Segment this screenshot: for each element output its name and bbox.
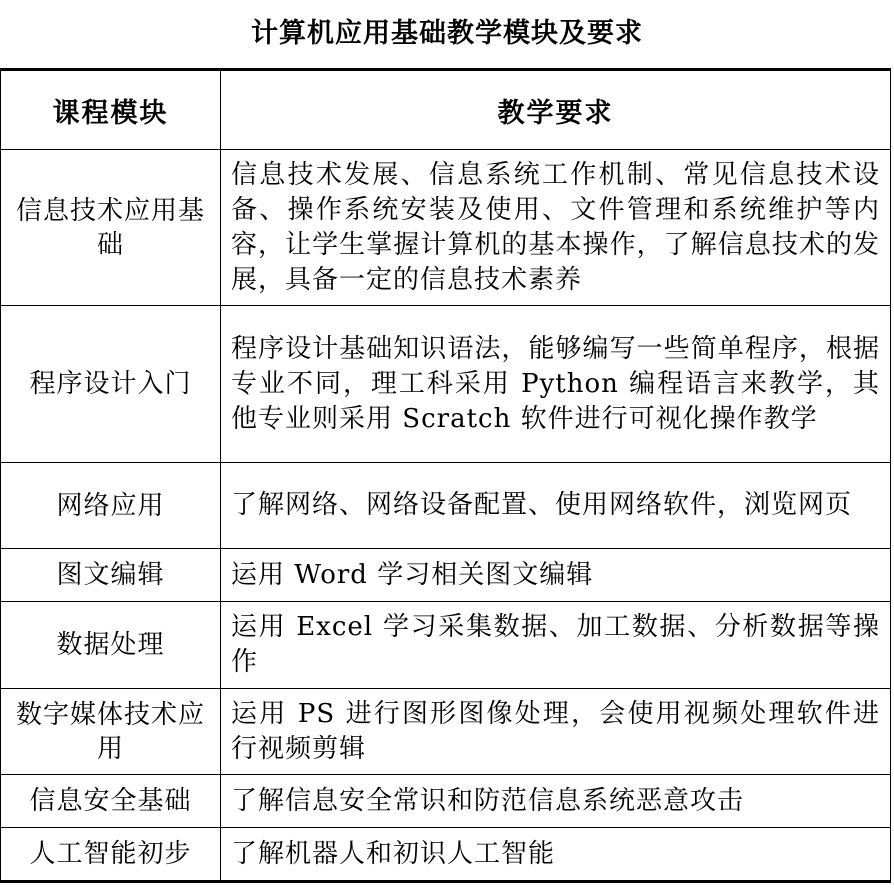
table-row — [1, 150, 891, 306]
requirement-cell: 程序设计基础知识语法，能够编写一些简单程序，根据专业不同，理工科采用 Python 编程语言来教学，其他专业则采用 Scratch 软件进行可视化操作教学 — [221, 306, 891, 463]
course-module-table — [0, 68, 891, 883]
requirement-cell: 信息技术发展、信息系统工作机制、常见信息技术设备、操作系统安装及使用、文件管理和系统维护等内容，让学生掌握计算机的基本操作，了解信息技术的发展，具备一定的信息技术素养 — [221, 150, 891, 306]
requirement-cell: 运用 Excel 学习采集数据、加工数据、分析数据等操作 — [221, 602, 891, 689]
requirement-cell: 了解网络、网络设备配置、使用网络软件，浏览网页 — [221, 463, 891, 549]
table-title: 计算机应用基础教学模块及要求 — [251, 18, 643, 49]
module-cell: 图文编辑 — [1, 549, 221, 602]
module-cell: 程序设计入门 — [1, 306, 221, 463]
requirement-cell: 运用 Word 学习相关图文编辑 — [221, 549, 891, 602]
module-cell: 数据处理 — [1, 602, 221, 689]
requirement-cell: 了解机器人和初识人工智能 — [221, 828, 891, 882]
table-row — [1, 306, 891, 463]
requirement-cell: 了解信息安全常识和防范信息系统恶意攻击 — [221, 775, 891, 828]
module-cell: 信息技术应用基础 — [1, 150, 221, 306]
table-row — [1, 602, 891, 689]
table-row — [1, 775, 891, 828]
module-cell: 数字媒体技术应用 — [1, 689, 221, 775]
table-row — [1, 463, 891, 549]
table-row — [1, 549, 891, 602]
requirement-cell: 运用 PS 进行图形图像处理，会使用视频处理软件进行视频剪辑 — [221, 689, 891, 775]
module-cell: 网络应用 — [1, 463, 221, 549]
module-cell: 人工智能初步 — [1, 828, 221, 882]
header-requirement: 教学要求 — [221, 70, 891, 150]
table-row — [1, 828, 891, 882]
cropped-previous-text — [0, 0, 894, 4]
table-row — [1, 689, 891, 775]
module-cell: 信息安全基础 — [1, 775, 221, 828]
header-module: 课程模块 — [1, 70, 221, 150]
table-header-row — [1, 70, 891, 150]
